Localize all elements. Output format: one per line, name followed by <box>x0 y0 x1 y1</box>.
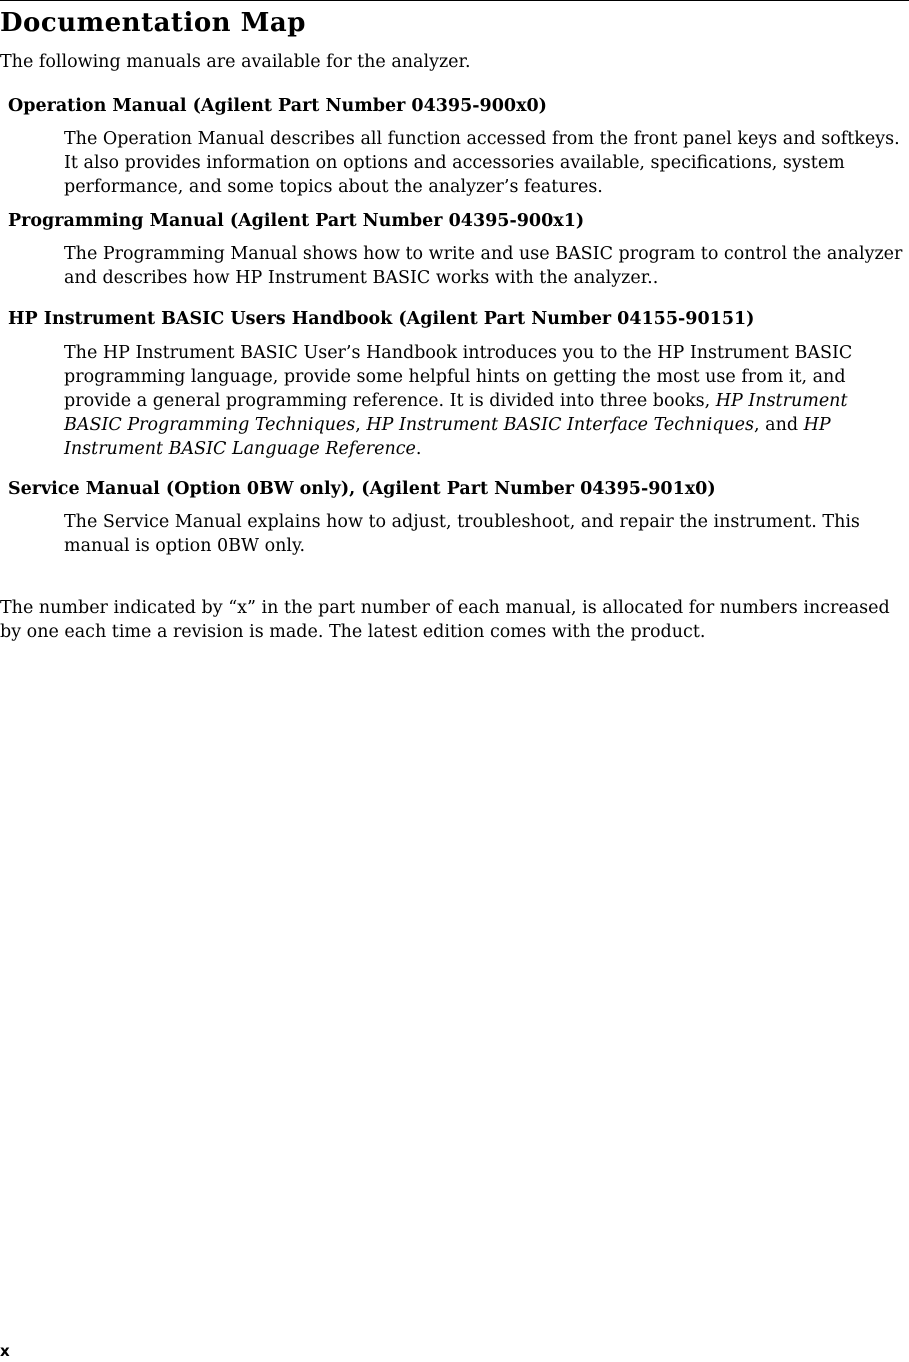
manual-heading-service: Service Manual (Option 0BW only), (Agilent Part Number 04395-901x0) <box>8 479 716 499</box>
book-title-language-reference: HP Instrument BASIC Language Reference <box>64 415 831 459</box>
intro-text: The following manuals are available for the analyzer. <box>0 52 471 72</box>
handbook-intro-text: The HP Instrument BASIC User’s Handbook introduces you to the HP Instrument BASIC programming language, provide some helpful hints on getting the most use from it, and provide a general programming reference. It is divided into three books, <box>64 343 853 411</box>
book-title-programming-techniques: HP Instrument BASIC Programming Techniques <box>64 391 848 435</box>
sentence-end: . <box>415 439 422 459</box>
manual-description-operation: The Operation Manual describes all function accessed from the front panel keys and softkeys. It also provides information on options and accessories available, specifications, system performance, and some topics about the analyzer’s features. <box>64 129 900 197</box>
manual-heading-operation: Operation Manual (Agilent Part Number 04395-900x0) <box>8 96 547 116</box>
manual-description-ibasic-handbook <box>64 341 904 461</box>
manual-heading-ibasic-handbook: HP Instrument BASIC Users Handbook (Agilent Part Number 04155-90151) <box>8 309 755 329</box>
page-folio: x <box>0 1342 10 1360</box>
manual-description-service: The Service Manual explains how to adjust, troubleshoot, and repair the instrument. This manual is option 0BW only. <box>64 512 860 556</box>
separator-text: , <box>355 415 367 435</box>
top-rule <box>0 0 909 1</box>
page-title: Documentation Map <box>0 8 306 38</box>
separator-text: , and <box>754 415 804 435</box>
manual-description-programming: The Programming Manual shows how to write and use BASIC program to control the analyzer and describes how HP Instrument BASIC works with the analyzer.. <box>64 244 903 288</box>
part-number-footnote: The number indicated by “x” in the part number of each manual, is allocated for numbers increased by one each time a revision is made. The latest edition comes with the product. <box>0 598 890 642</box>
book-title-interface-techniques: HP Instrument BASIC Interface Techniques <box>366 415 755 435</box>
manual-heading-programming: Programming Manual (Agilent Part Number 04395-900x1) <box>8 211 585 231</box>
